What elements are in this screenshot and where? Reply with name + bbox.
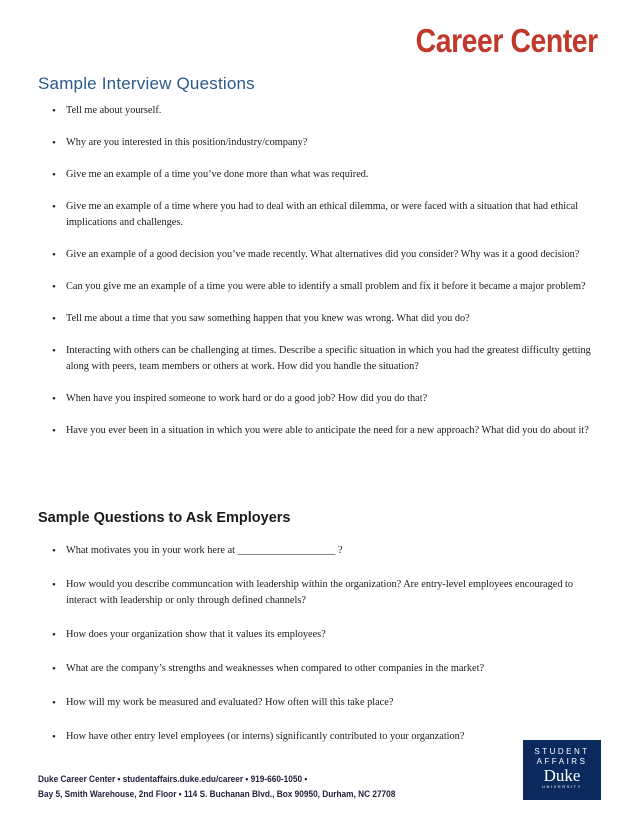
- interview-question-list: [52, 103, 597, 455]
- list-item: • How would you describe communcation with leadership within the organization? Are entry-level employees encouraged to interact with leadership or only through defined channels?: [52, 577, 597, 609]
- page-title: Career Center: [415, 22, 598, 59]
- list-item: • Give me an example of a time you’ve done more than what was required.: [52, 167, 597, 183]
- list-item: • Interacting with others can be challenging at times. Describe a specific situation in which you had the greatest difficulty getting along with peers, team members or others at work. How did you handle the situation?: [52, 343, 597, 375]
- list-item: • What are the company’s strengths and weaknesses when compared to other companies in the market?: [52, 661, 597, 677]
- list-item: • When have you inspired someone to work hard or do a good job? How did you do that?: [52, 391, 597, 407]
- logo-line-1: STUDENT: [534, 747, 590, 756]
- list-item: • How have other entry level employees (or interns) significantly contributed to your organzation?: [52, 729, 597, 745]
- list-item: • Tell me about yourself.: [52, 103, 597, 119]
- list-item: • What motivates you in your work here at ___________________ ?: [52, 543, 597, 559]
- list-item: • Have you ever been in a situation in which you were able to anticipate the need for a new approach? What did you do about it?: [52, 423, 597, 439]
- list-item: • Why are you interested in this position/industry/company?: [52, 135, 597, 151]
- list-item: • Tell me about a time that you saw something happen that you knew was wrong. What did you do?: [52, 311, 597, 327]
- footer-contact: [38, 772, 395, 802]
- logo-subtext: UNIVERSITY: [541, 784, 582, 789]
- logo-wordmark: Duke: [543, 766, 581, 785]
- list-item: • How does your organization show that it values its employees?: [52, 627, 597, 643]
- logo-line-2: AFFAIRS: [536, 757, 588, 766]
- list-item: • Give me an example of a time where you had to deal with an ethical dilemma, or were faced with a situation that had ethical implications and challenges.: [52, 199, 597, 231]
- section-heading-employers: Sample Questions to Ask Employers: [38, 510, 291, 526]
- section-heading-interview: Sample Interview Questions: [38, 74, 255, 93]
- footer-line-1: Duke Career Center • studentaffairs.duke.edu/career • 919-660-1050 •: [38, 774, 308, 784]
- list-item: • How will my work be measured and evaluated? How often will this take place?: [52, 695, 597, 711]
- footer-line-2: Bay 5, Smith Warehouse, 2nd Floor • 114 S. Buchanan Blvd., Box 90950, Durham, NC 27708: [38, 789, 396, 799]
- employer-question-list: [52, 543, 597, 763]
- list-item: • Give an example of a good decision you’ve made recently. What alternatives did you consider? Why was it a good decision?: [52, 247, 597, 263]
- list-item: • Can you give me an example of a time you were able to identify a small problem and fix it before it became a major problem?: [52, 279, 597, 295]
- duke-student-affairs-logo: [523, 740, 601, 800]
